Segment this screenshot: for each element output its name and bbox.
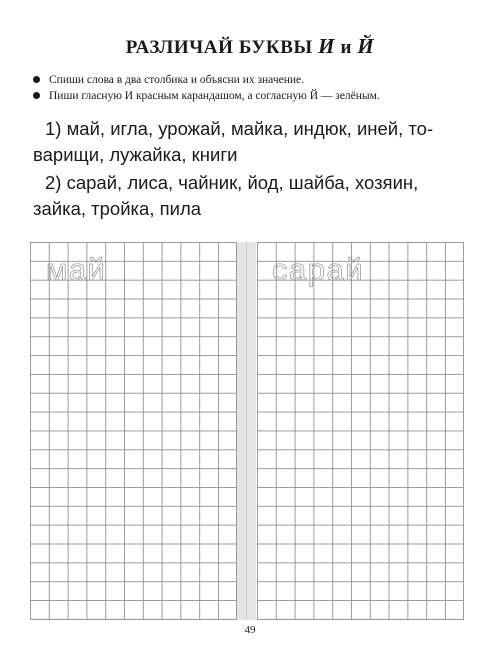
bullet-icon [33,76,40,83]
writing-grid-left[interactable] [30,242,237,620]
sample-word-left: май [46,252,107,287]
title-letter-i: И [318,34,336,58]
exercise-line: зайка, тройка, пила [33,198,202,219]
instruction-item [33,72,473,88]
exercise-2 [33,170,473,222]
instruction-item [33,88,473,104]
page-number: 49 [244,624,256,636]
writing-grid-right[interactable] [257,242,464,620]
page-gutter [237,242,256,620]
title-letter-short-i: Й [357,34,375,58]
exercise-line: 2) сарай, лиса, чайник, йод, шайба, хозяин, [45,172,419,193]
instruction-text: Пиши гласную И красным карандашом, а согласную Й — зелёным. [49,90,380,102]
instruction-text: Спиши слова в два столбика и объясни их значение. [49,74,305,86]
page-title [0,34,500,59]
exercise-line: варищи, лужайка, книги [33,144,238,165]
sample-word-right: сарай [272,252,365,287]
instructions-list [33,72,473,104]
title-conjunction: и [335,37,358,58]
title-prefix: РАЗЛИЧАЙ БУКВЫ [125,37,319,58]
bullet-icon [33,92,40,99]
exercise-line: 1) май, игла, урожай, майка, индюк, иней, то- [45,118,434,139]
exercise-1 [33,116,473,168]
